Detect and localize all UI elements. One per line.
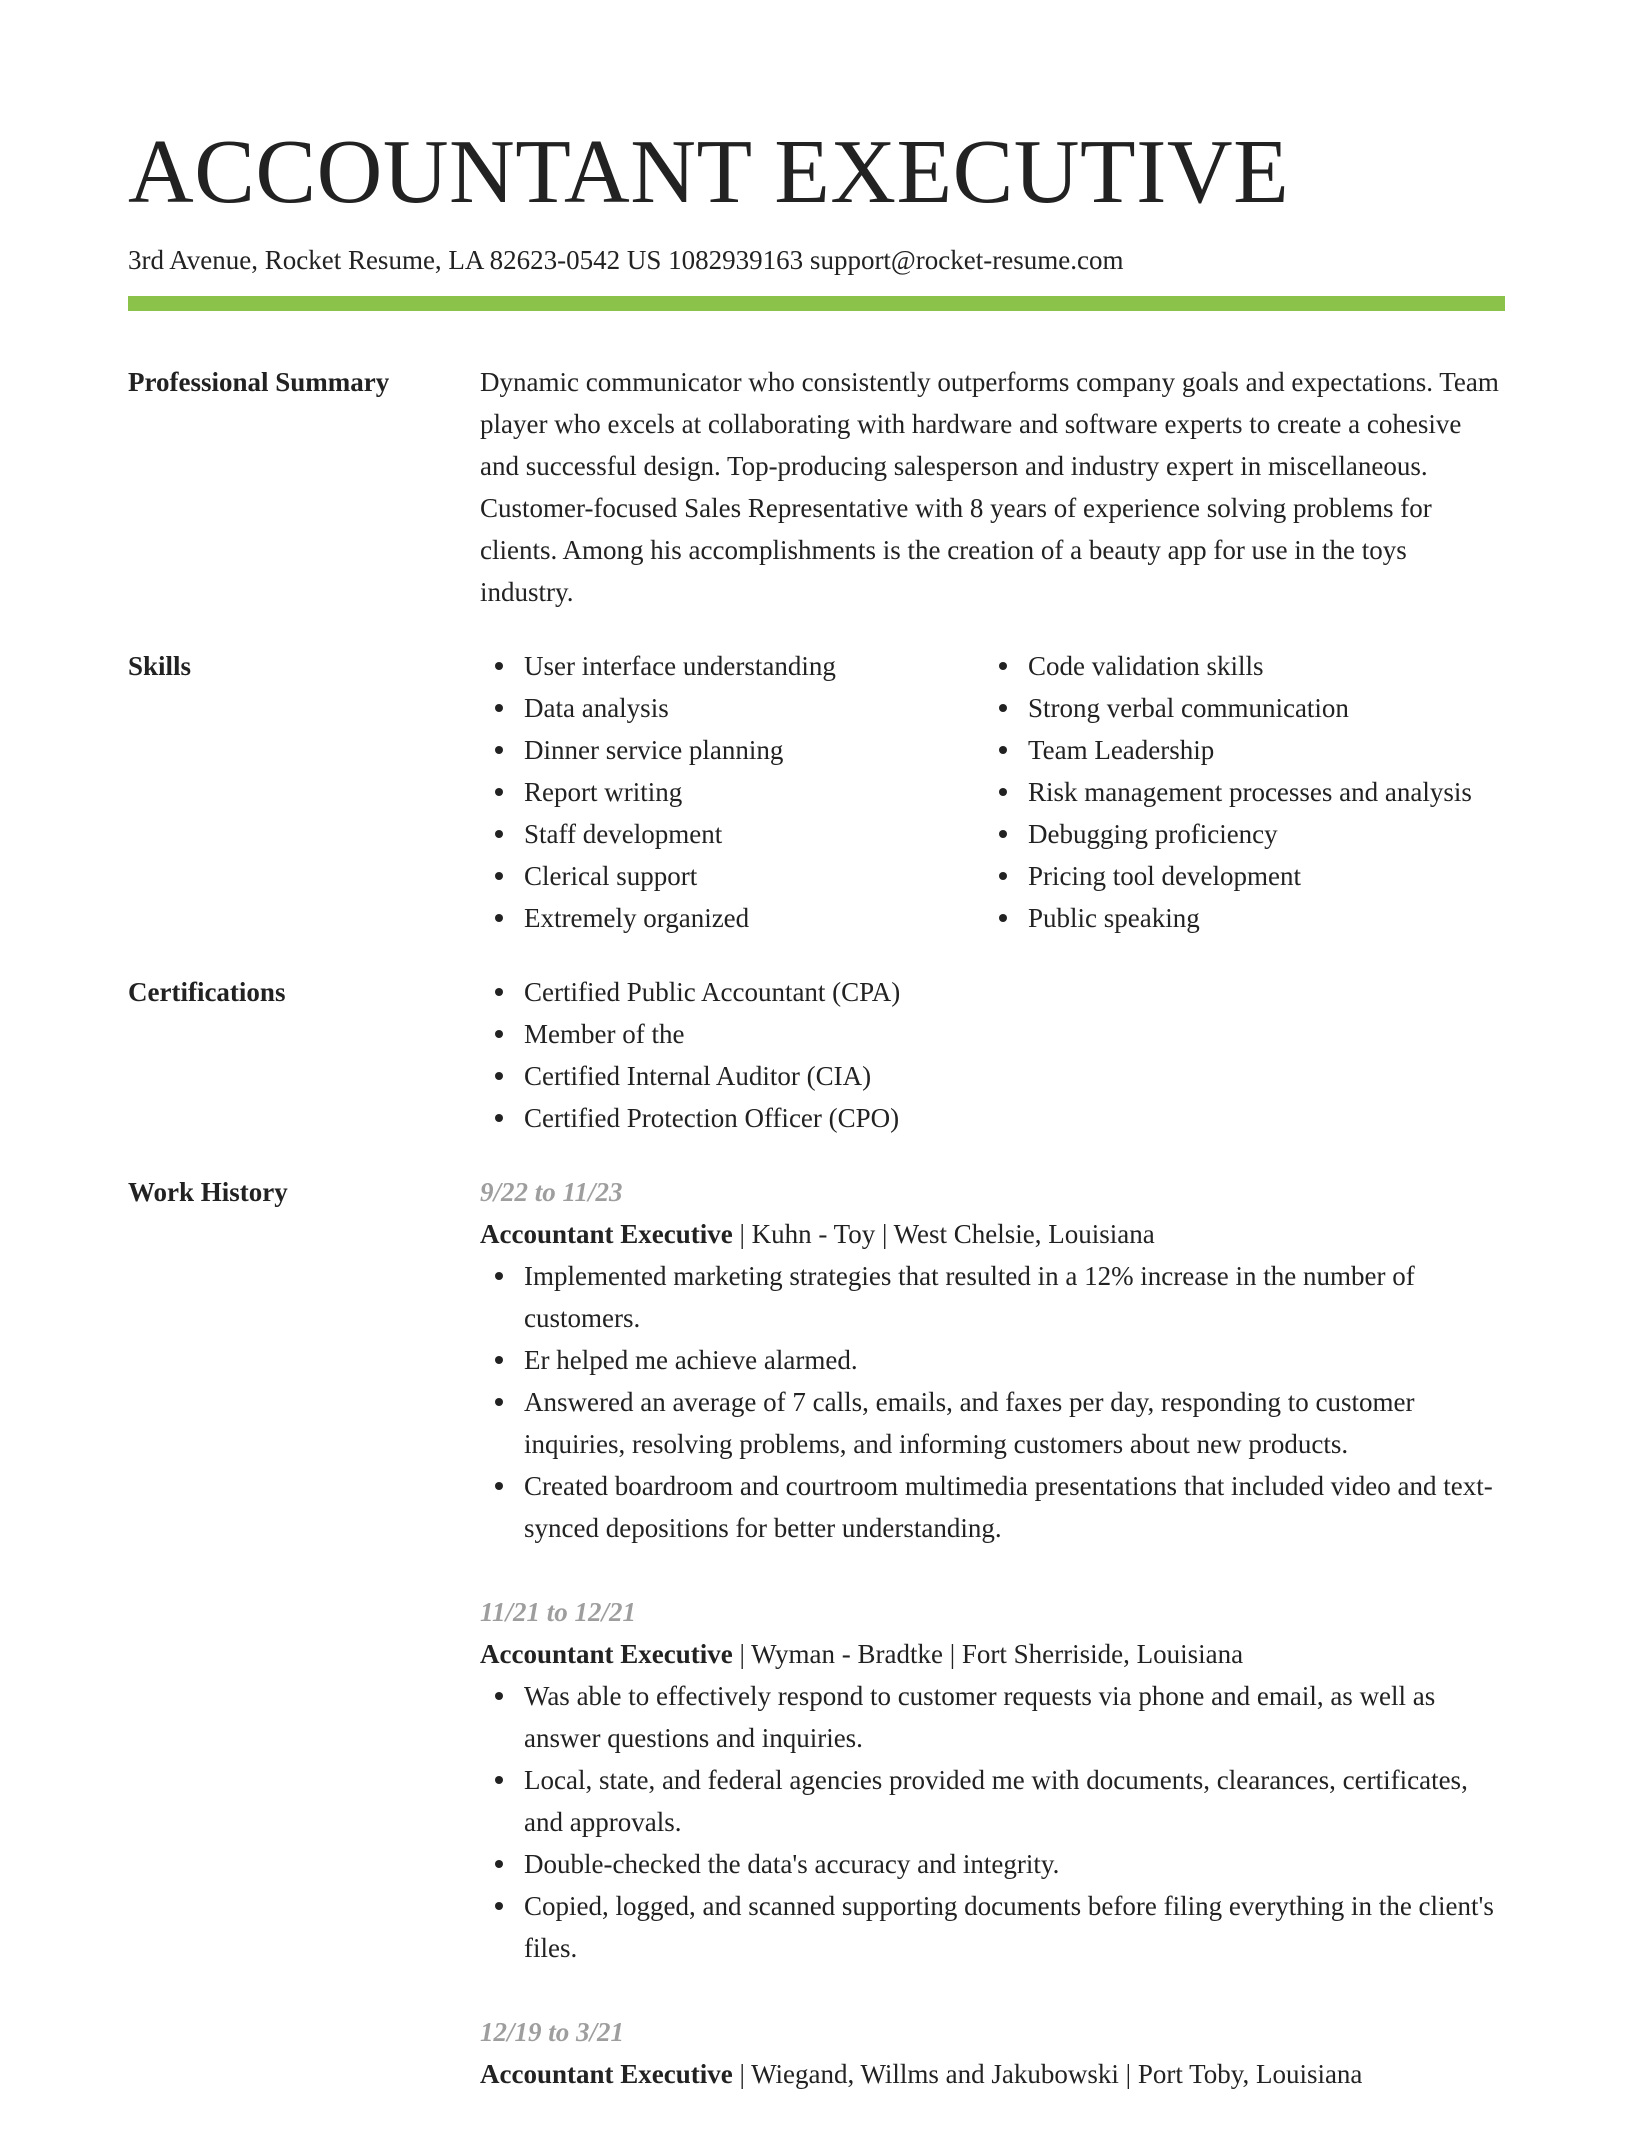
job-dates: 11/21 to 12/21 (480, 1597, 637, 1627)
job-duties-list (480, 1675, 1505, 1969)
skill-item: Team Leadership (1028, 729, 1505, 771)
job-entry (480, 2011, 1505, 2095)
skill-item: User interface understanding (524, 645, 984, 687)
skill-item: Staff development (524, 813, 984, 855)
job-entry (480, 1591, 1505, 1969)
job-duty: Implemented marketing strategies that resulted in a 12% increase in the number of customers. (524, 1255, 1505, 1339)
job-title: Accountant Executive (480, 2059, 733, 2089)
header-divider (128, 296, 1505, 311)
certifications-body (480, 971, 1505, 1139)
job-title: Accountant Executive (480, 1219, 733, 1249)
skill-item: Strong verbal communication (1028, 687, 1505, 729)
job-duty: Local, state, and federal agencies provided me with documents, clearances, certificates, and approvals. (524, 1759, 1505, 1843)
certification-item: Certified Public Accountant (CPA) (524, 971, 1505, 1013)
resume-name: ACCOUNTANT EXECUTIVE (128, 121, 1290, 222)
job-duty: Double-checked the data's accuracy and integrity. (524, 1843, 1505, 1885)
job-duty: Was able to effectively respond to customer requests via phone and email, as well as answer questions and inquiries. (524, 1675, 1505, 1759)
job-duties-list (480, 1255, 1505, 1549)
skill-item: Public speaking (1028, 897, 1505, 939)
job-dates: 12/19 to 3/21 (480, 2017, 625, 2047)
skill-item: Risk management processes and analysis (1028, 771, 1505, 813)
job-heading (480, 1633, 1505, 1675)
summary-text: Dynamic communicator who consistently outperforms company goals and expectations. Team player who excels at collaborating with hardware and software experts to create a cohesive and successful design. Top-producing salesperson and industry expert in miscellaneous. Customer-focused Sales Representative with 8 years of experience solving problems for clients. Among his accomplishments is the creation of a beauty app for use in the toys industry. (480, 367, 1499, 607)
job-dates: 9/22 to 11/23 (480, 1177, 623, 1207)
job-heading (480, 1213, 1505, 1255)
work-history-body (480, 1171, 1505, 2137)
certifications-list (480, 971, 1505, 1139)
skill-item: Extremely organized (524, 897, 984, 939)
skill-item: Data analysis (524, 687, 984, 729)
job-employer-location: | Wyman - Bradtke | Fort Sherriside, Louisiana (732, 1639, 1244, 1669)
summary-label: Professional Summary (128, 367, 390, 397)
job-duty: Created boardroom and courtroom multimedia presentations that included video and text-synced depositions for better understanding. (524, 1465, 1505, 1549)
job-duty: Answered an average of 7 calls, emails, and faxes per day, responding to customer inquiries, resolving problems, and informing customers about new products. (524, 1381, 1505, 1465)
work-history-section (128, 1171, 1505, 2137)
job-entry (480, 1171, 1505, 1549)
certifications-label: Certifications (128, 977, 286, 1007)
skills-list-left (480, 645, 984, 939)
job-duty: Copied, logged, and scanned supporting documents before filing everything in the client's files. (524, 1885, 1505, 1969)
skill-item: Code validation skills (1028, 645, 1505, 687)
certifications-section (128, 971, 1505, 1139)
skill-item: Report writing (524, 771, 984, 813)
job-title: Accountant Executive (480, 1639, 733, 1669)
skills-list-right (984, 645, 1505, 939)
certification-item: Certified Protection Officer (CPO) (524, 1097, 1505, 1139)
job-heading (480, 2053, 1505, 2095)
job-employer-location: | Wiegand, Willms and Jakubowski | Port Toby, Louisiana (732, 2059, 1363, 2089)
skill-item: Clerical support (524, 855, 984, 897)
job-duty: Er helped me achieve alarmed. (524, 1339, 1505, 1381)
skill-item: Pricing tool development (1028, 855, 1505, 897)
skill-item: Dinner service planning (524, 729, 984, 771)
summary-body (480, 361, 1505, 613)
skills-body (480, 645, 1505, 939)
resume-page (128, 0, 1505, 2137)
work-history-label: Work History (128, 1177, 288, 1207)
certification-item: Certified Internal Auditor (CIA) (524, 1055, 1505, 1097)
certification-item: Member of the (524, 1013, 1505, 1055)
skills-section (128, 645, 1505, 939)
summary-section (128, 361, 1505, 613)
skills-label: Skills (128, 651, 192, 681)
job-employer-location: | Kuhn - Toy | West Chelsie, Louisiana (732, 1219, 1155, 1249)
skill-item: Debugging proficiency (1028, 813, 1505, 855)
contact-line: 3rd Avenue, Rocket Resume, LA 82623-0542 US 1082939163 support@rocket-resume.com (128, 245, 1124, 275)
